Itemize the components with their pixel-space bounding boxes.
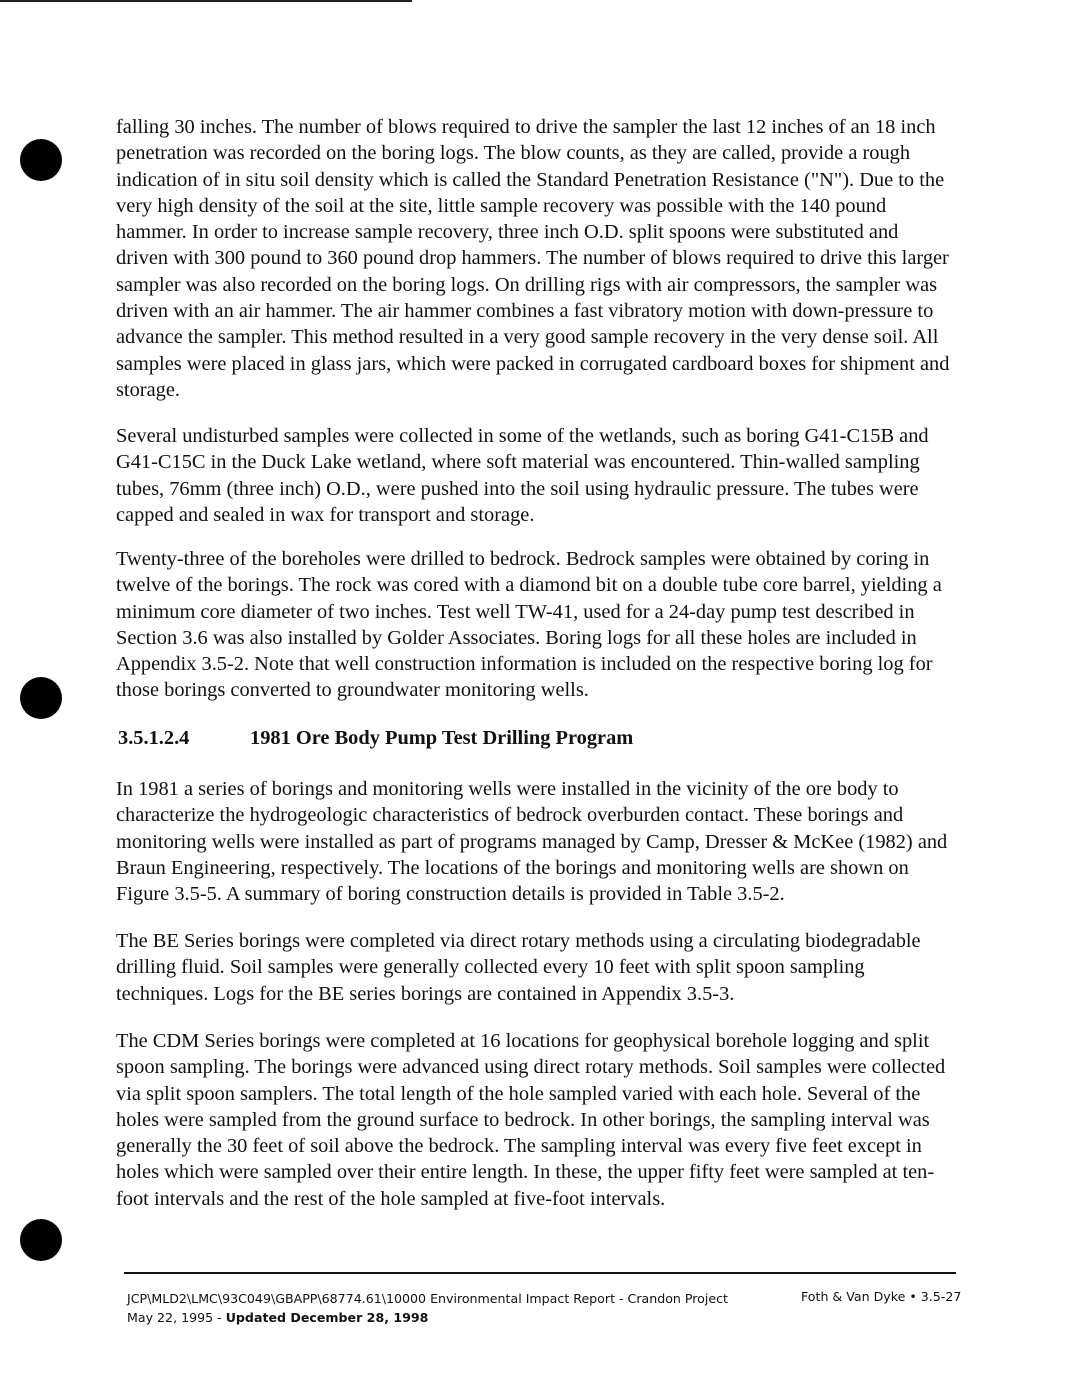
punch-hole-top (20, 139, 62, 181)
punch-hole-bottom (20, 1219, 62, 1261)
footer-report-title: Environmental Impact Report - Crandon Project (430, 1291, 728, 1306)
section-heading (118, 727, 633, 750)
footer-page-number: Foth & Van Dyke • 3.5-27 (801, 1289, 962, 1304)
section-number: 3.5.1.2.4 (118, 727, 190, 749)
paragraph-be-series: The BE Series borings were completed via direct rotary methods using a circulating biodegradable drilling fluid. Soil samples were generally collected every 10 feet with split spoon sampling techniques. Logs for the BE series borings are contained in Appendix 3.5-3. (116, 930, 921, 1005)
footer-file-line (127, 1291, 728, 1306)
paragraph-sampler-blows: falling 30 inches. The number of blows required to drive the sampler the last 12 inches of an 18 inch penetration was recorded on the boring logs. The blow counts, as they are called, provide a rough indication of in situ soil density which is called the Standard Penetration Resistance ("N"). Due to the very high density of the soil at the site, little sample recovery was possible with the 140 pound hammer. In order to increase sample recovery, three inch O.D. split spoons were substituted and driven with 300 pound to 360 pound drop hammers. The number of blows required to drive this larger sampler was also recorded on the boring logs. On drilling rigs with air compressors, the sampler was driven with an air hammer. The air hammer combines a fast vibratory motion with down-pressure to advance the sampler. This method resulted in a very good sample recovery in the very dense soil. All samples were placed in glass jars, which were packed in corrugated cardboard boxes for shipment and storage. (116, 116, 950, 401)
paragraph-undisturbed-samples: Several undisturbed samples were collected in some of the wetlands, such as boring G41-C15B and G41-C15C in the Duck Lake wetland, where soft material was encountered. Thin-walled sampling tubes, 76mm (three inch) O.D., were pushed into the soil using hydraulic pressure. The tubes were capped and sealed in wax for transport and storage. (116, 425, 929, 526)
footer-file-path: JCP\MLD2\LMC\93C049\GBAPP\68774.61\10000 (127, 1291, 427, 1306)
paragraph-1981-borings: In 1981 a series of borings and monitoring wells were installed in the vicinity of the ore body to characterize the hydrogeologic characteristics of bedrock overburden contact. These borings and monitoring wells were installed as part of programs managed by Camp, Dresser & McKee (1982) and Braun Engineering, respectively. The locations of the borings and monitoring wells are shown on Figure 3.5-5. A summary of boring construction details is provided in Table 3.5-2. (116, 778, 948, 906)
footer-date: May 22, 1995 - (127, 1310, 222, 1325)
top-edge-rule (0, 0, 412, 2)
paragraph-bedrock-coring: Twenty-three of the boreholes were drilled to bedrock. Bedrock samples were obtained by coring in twelve of the borings. The rock was cored with a diamond bit on a double tube core barrel, yielding a minimum core diameter of two inches. Test well TW-41, used for a 24-day pump test described in Section 3.6 was also installed by Golder Associates. Boring logs for all these holes are included in Appendix 3.5-2. Note that well construction information is included on the respective boring log for those borings converted to groundwater monitoring wells. (116, 548, 942, 702)
footer-date-line (127, 1310, 428, 1325)
section-title: 1981 Ore Body Pump Test Drilling Program (250, 727, 634, 749)
paragraph-cdm-series: The CDM Series borings were completed at 16 locations for geophysical borehole logging and split spoon sampling. The borings were advanced using direct rotary methods. Soil samples were collected via split spoon samplers. The total length of the hole sampled varied with each hole. Several of the holes were sampled from the ground surface to bedrock. In other borings, the sampling interval was generally the 30 feet of soil above the bedrock. The sampling interval was every five feet except in holes which were sampled over their entire length. In these, the upper fifty feet were sampled at ten-foot intervals and the rest of the hole sampled at five-foot intervals. (116, 1030, 946, 1210)
footer-updated-date: Updated December 28, 1998 (225, 1310, 429, 1325)
punch-hole-middle (20, 677, 62, 719)
footer-rule (124, 1272, 956, 1274)
